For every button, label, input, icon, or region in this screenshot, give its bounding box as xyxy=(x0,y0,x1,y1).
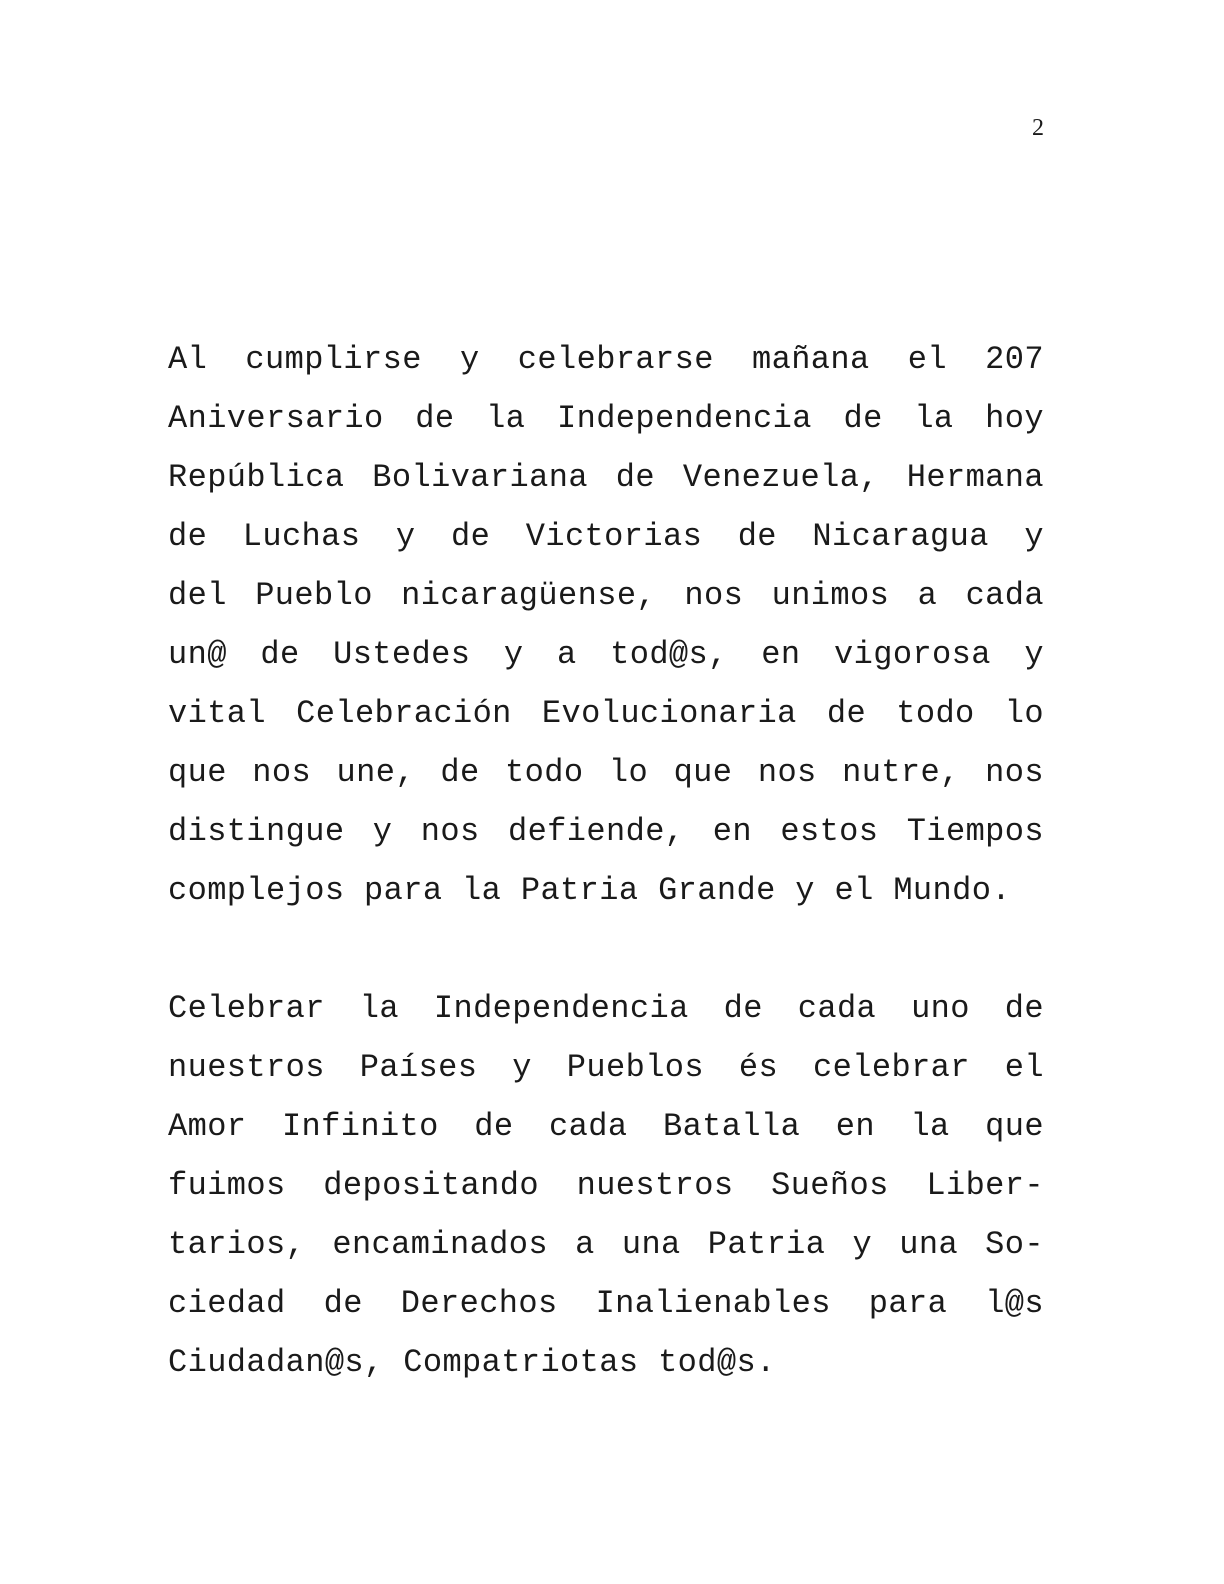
paragraph-2 xyxy=(168,979,1044,1392)
paragraph-1 xyxy=(168,330,1044,920)
text-line: ciedad de Derechos Inalienables para l@s xyxy=(168,1285,1044,1322)
text-line: fuimos depositando nuestros Sueños Liber- xyxy=(168,1167,1044,1204)
text-line: vital Celebración Evolucionaria de todo lo xyxy=(168,695,1044,732)
text-line: República Bolivariana de Venezuela, Hermana xyxy=(168,459,1044,496)
text-line: de Luchas y de Victorias de Nicaragua y xyxy=(168,518,1044,555)
text-line: Celebrar la Independencia de cada uno de xyxy=(168,990,1044,1027)
text-line: complejos para la Patria Grande y el Mundo. xyxy=(168,872,1011,909)
text-line: distingue y nos defiende, en estos Tiempos xyxy=(168,813,1044,850)
text-line: un@ de Ustedes y a tod@s, en vigorosa y xyxy=(168,636,1044,673)
text-line: nuestros Países y Pueblos és celebrar el xyxy=(168,1049,1044,1086)
text-line: tarios, encaminados a una Patria y una So- xyxy=(168,1226,1044,1263)
page-number: 2 xyxy=(1032,115,1044,141)
text-line: del Pueblo nicaragüense, nos unimos a cada xyxy=(168,577,1044,614)
text-line: Ciudadan@s, Compatriotas tod@s. xyxy=(168,1344,776,1381)
text-line: Aniversario de la Independencia de la hoy xyxy=(168,400,1044,437)
text-line: que nos une, de todo lo que nos nutre, nos xyxy=(168,754,1044,791)
text-line: Al cumplirse y celebrarse mañana el 207 xyxy=(168,341,1044,378)
text-line: Amor Infinito de cada Batalla en la que xyxy=(168,1108,1044,1145)
